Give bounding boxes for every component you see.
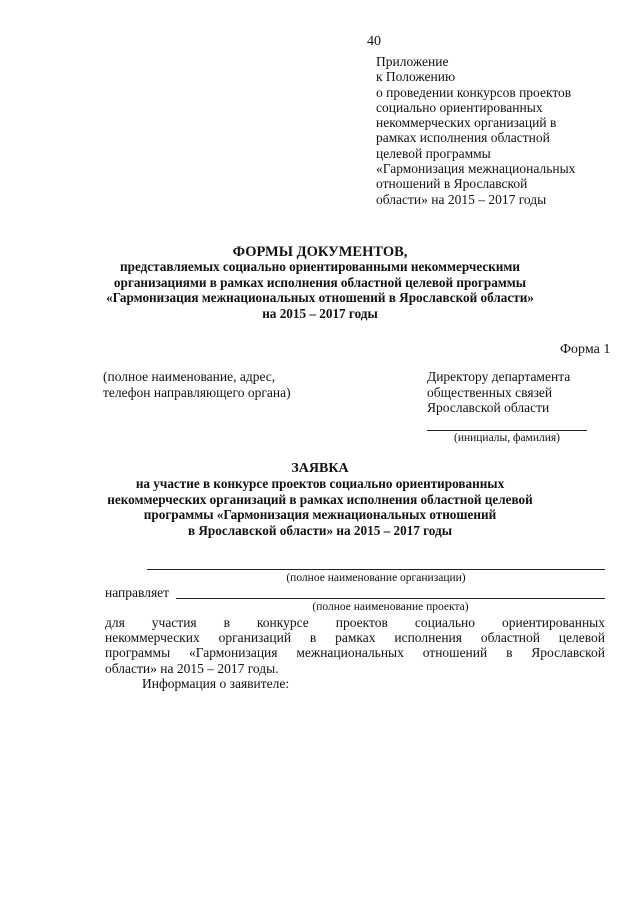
document-title: ФОРМЫ ДОКУМЕНТОВ, <box>232 244 408 260</box>
appendix-line: отношений в Ярославской <box>376 176 528 192</box>
subtitle-line: «Гармонизация межнациональных отношений в Ярославской области» <box>106 290 534 305</box>
form-label: Форма 1 <box>560 342 611 357</box>
application-subtitle-line: на участие в конкурсе проектов социально ориентированных <box>135 476 505 491</box>
organization-caption: (полное наименование организации) <box>286 572 466 584</box>
project-caption: (полное наименование проекта) <box>312 601 469 613</box>
document-subtitle <box>0 259 640 321</box>
appendix-line: рамках исполнения областной <box>376 130 550 146</box>
appendix-line: «Гармонизация межнациональных <box>376 161 576 177</box>
recipient-line: Директору департамента <box>427 369 571 384</box>
sender-line: телефон направляющего органа) <box>103 384 291 400</box>
subtitle-line: организациями в рамках исполнения областной целевой программы <box>113 274 527 290</box>
application-body <box>105 615 605 676</box>
application-subtitle-line: программы «Гармонизация межнациональных отношений <box>143 507 497 522</box>
application-subtitle <box>0 476 640 538</box>
recipient-line: общественных связей <box>427 384 553 400</box>
application-subtitle-line: некоммерческих организаций в рамках исполнения областной целевой <box>107 491 533 507</box>
appendix-line: к Положению <box>376 69 456 85</box>
page-number: 40 <box>367 34 381 49</box>
body-line: программы «Гармонизация межнациональных отношений в Ярославской <box>105 645 605 661</box>
body-line: области» на 2015 – 2017 годы. <box>105 660 279 676</box>
appendix-line: целевой программы <box>376 145 491 161</box>
applicant-info-label: Информация о заявителе: <box>142 676 290 691</box>
recipient-signature-line <box>427 430 587 431</box>
recipient-block <box>427 369 570 416</box>
subtitle-line: представляемых социально ориентированными некоммерческими <box>120 259 520 274</box>
appendix-line: области» на 2015 – 2017 годы <box>376 191 547 207</box>
appendix-block <box>376 54 626 207</box>
body-line: некоммерческих организаций в рамках исполнения областной целевой <box>105 630 605 646</box>
subtitle-line: на 2015 – 2017 годы <box>262 305 378 321</box>
body-line: для участия в конкурсе проектов социально ориентированных <box>105 615 605 630</box>
organization-name-line <box>147 569 605 570</box>
appendix-line: о проведении конкурсов проектов <box>376 84 572 100</box>
recipient-caption: (инициалы, фамилия) <box>453 432 561 444</box>
appendix-line: некоммерческих организаций в <box>376 115 557 131</box>
sender-line: (полное наименование, адрес, <box>103 369 276 384</box>
appendix-line: социально ориентированных <box>376 99 543 115</box>
appendix-line: Приложение <box>376 54 449 69</box>
application-subtitle-line: в Ярославской области» на 2015 – 2017 годы <box>187 522 452 538</box>
application-title: ЗАЯВКА <box>291 461 349 476</box>
recipient-line: Ярославской области <box>427 400 550 415</box>
project-name-line <box>176 598 605 599</box>
directs-word: направляет <box>105 585 170 600</box>
sender-block <box>103 369 291 400</box>
